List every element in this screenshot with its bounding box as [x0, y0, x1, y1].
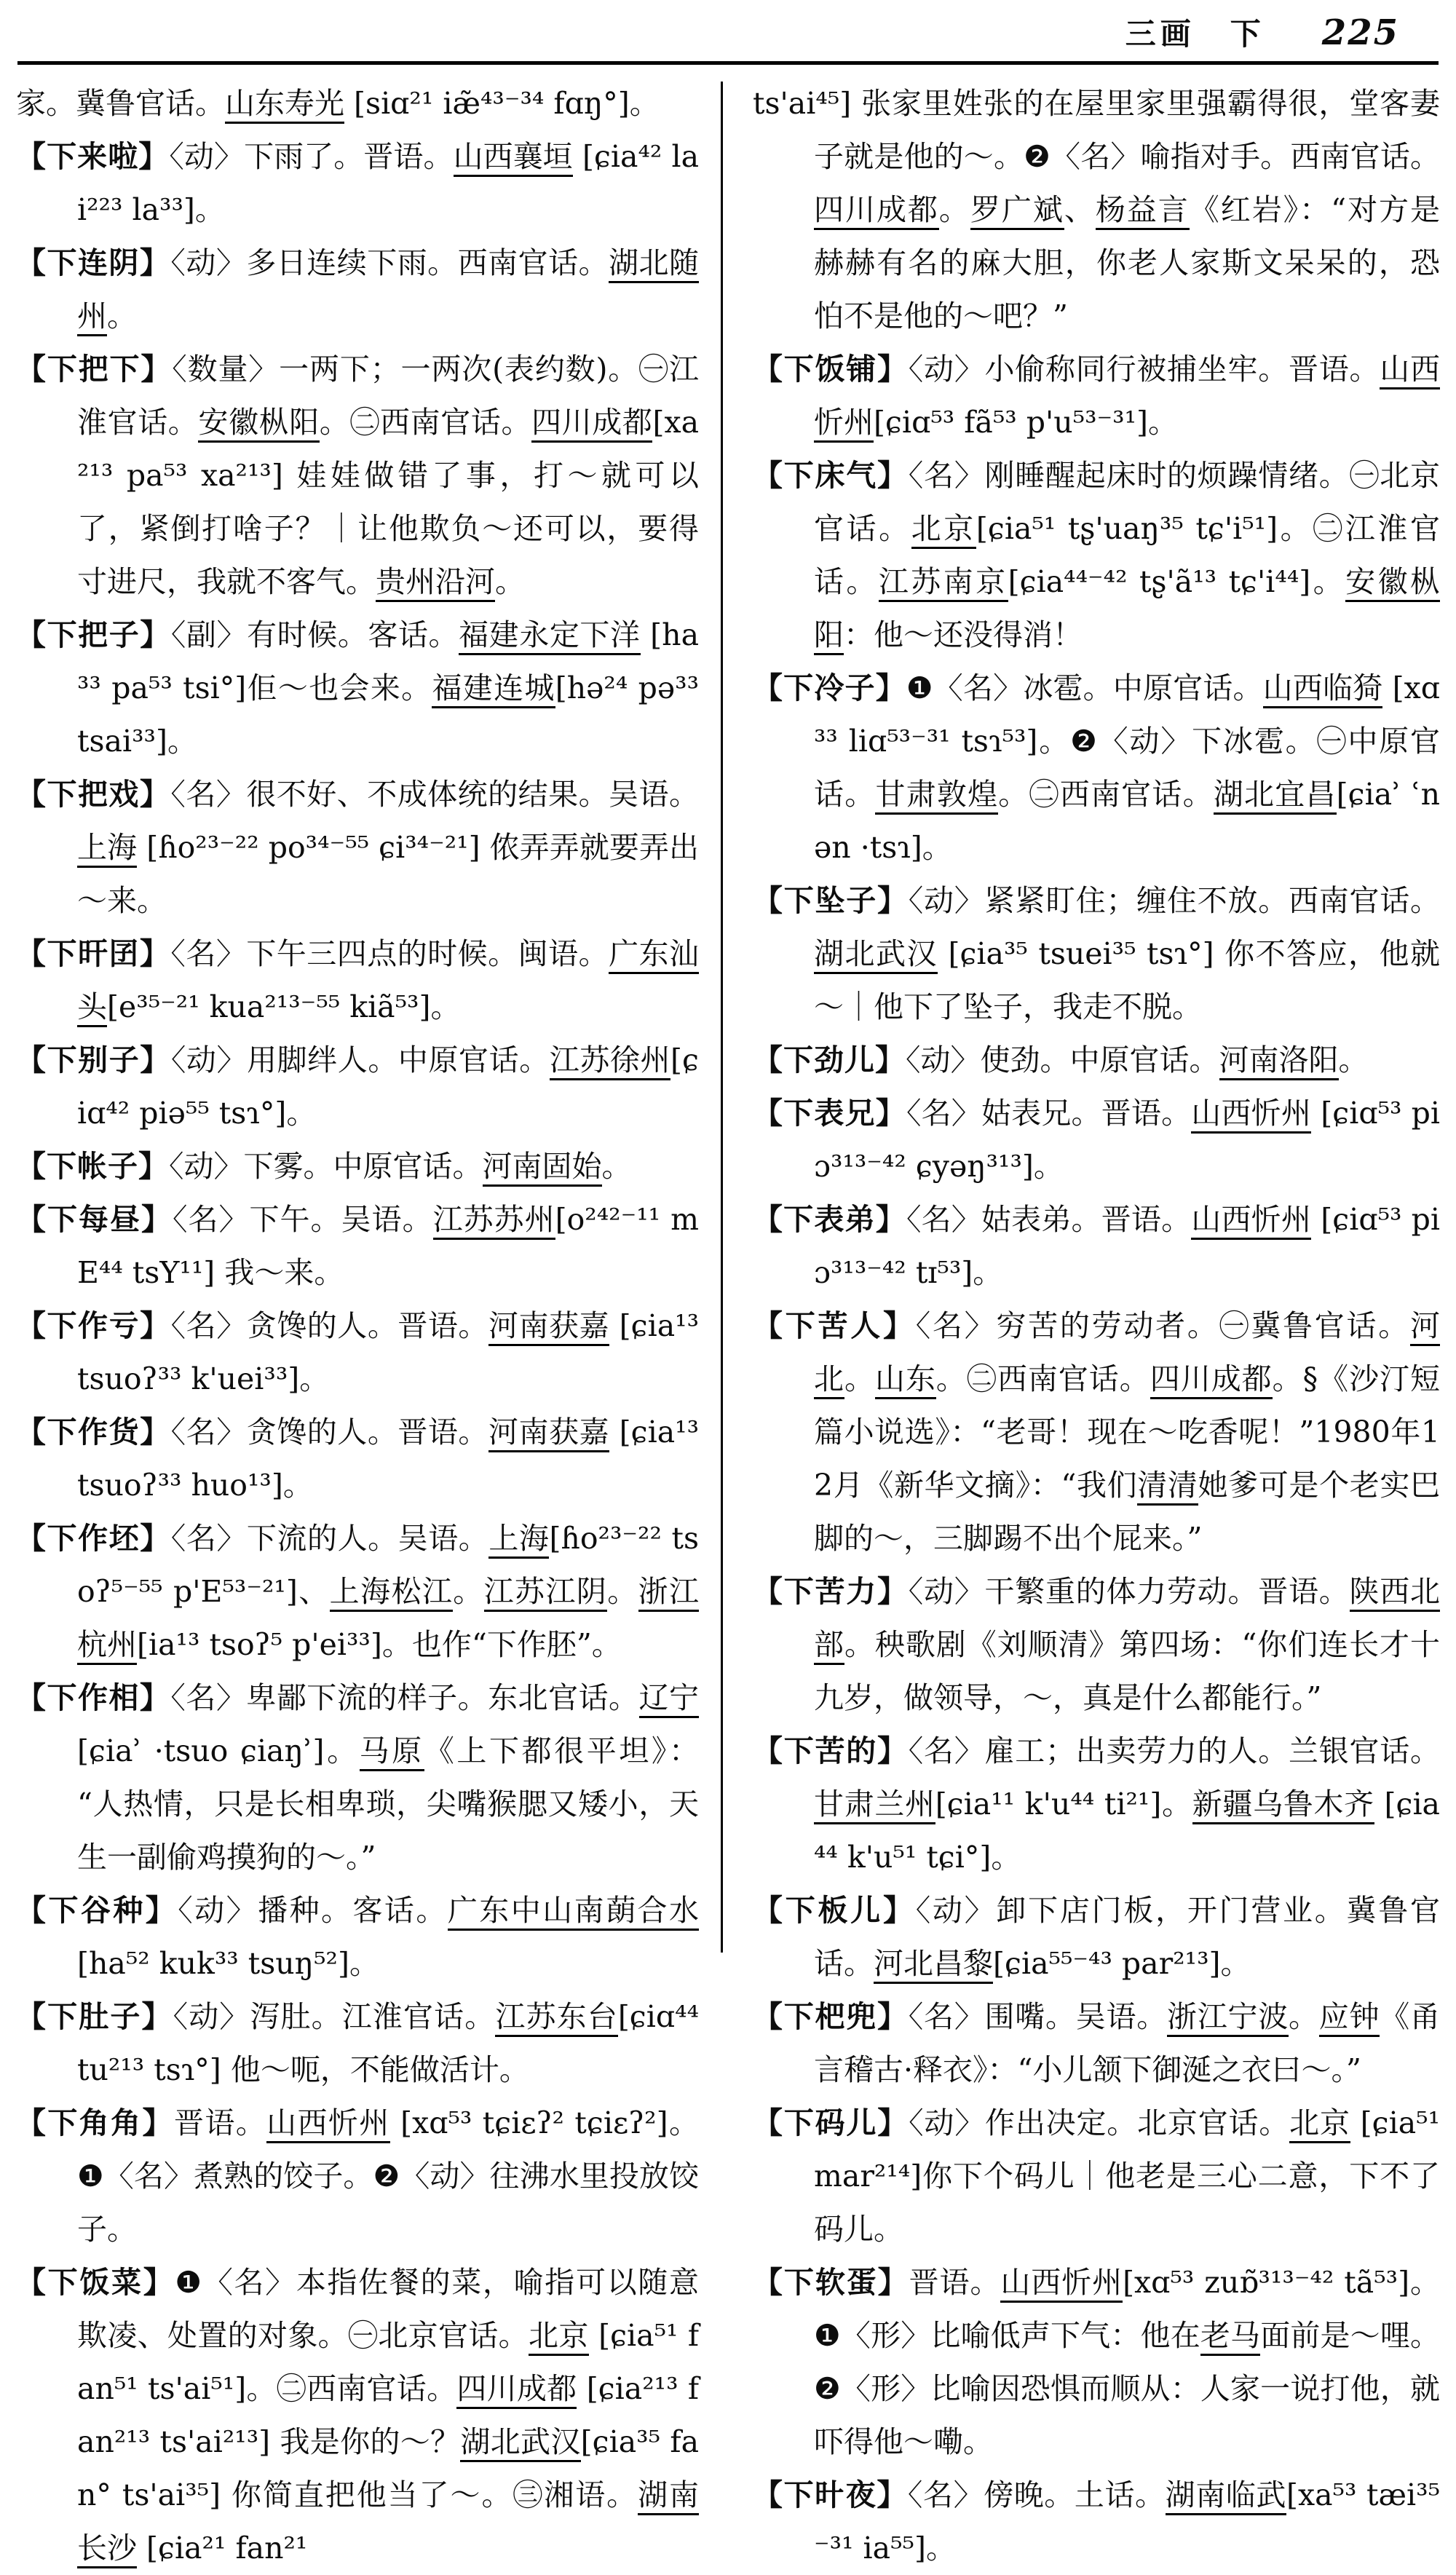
entry-body: 晋语。山西忻州 [xɑ⁵³ tɕiɛʔ² tɕiɛʔ²]。❶〈名〉煮熟的饺子。❷〈动〉往沸水里投放饺子。: [77, 2105, 699, 2247]
entry-body: 〈名〉贪馋的人。晋语。河南获嘉 [ɕia¹³ tsuoʔ³³ k'uei³³]。: [77, 1308, 700, 1396]
entry-headword: 【下饭铺】: [753, 352, 909, 387]
dictionary-entry: [753, 2097, 1440, 2256]
entry-body: 〈名〉卑鄙下流的样子。东北官话。辽宁 [ɕiaʾ ·tsuo ɕiaŋʾ]。马原《上下都很平坦》：“人热情，只是长相卑琐，尖嘴猴腮又矮小，天生一副偷鸡摸狗的～。”: [77, 1680, 700, 1875]
dictionary-entry: [753, 2469, 1440, 2575]
entry-body: 〈名〉姑表弟。晋语。山西忻州 [ɕiɑ⁵³ piɔ³¹³⁻⁴² tɪ⁵³]。: [814, 1202, 1441, 1290]
dictionary-entry: [16, 927, 699, 1034]
entry-body: ❶〈名〉本指佐餐的菜，喻指可以随意欺凌、处置的对象。㊀北京官话。北京 [ɕia⁵¹ fan⁵¹ ts'ai⁵¹]。㊁西南官话。四川成都 [ɕia²¹³ fan²¹³ ts'ai²¹³] 我是你的～？湖北武汉[ɕia³⁵ fan° ts'ai³⁵] 你简直把他当了～。㊂湘语。湖南长沙 [ɕia²¹ fan²¹: [77, 2265, 699, 2568]
entry-headword: 【下苦力】: [753, 1574, 909, 1609]
entry-body: 〈名〉很不好、不成体统的结果。吴语。上海 [ɦo²³⁻²² po³⁴⁻⁵⁵ ɕi³⁴⁻²¹] 侬弄弄就要弄出～来。: [77, 777, 700, 918]
dictionary-entry: [753, 1884, 1440, 1990]
dictionary-entry: [16, 1406, 699, 1512]
dictionary-entry: [16, 343, 699, 609]
dictionary-entry: [16, 1193, 699, 1300]
entry-headword: 【下苦的】: [753, 1733, 909, 1768]
entry-body: ts'ai⁴⁵] 张家里姓张的在屋里家里强霸得很，堂客妻子就是他的～。❷〈名〉喻指对手。西南官话。四川成都。罗广斌、杨益言《红岩》：“对方是赫赫有名的麻大胆，你老人家斯文呆呆的，恐怕不是他的～吧？”: [753, 86, 1441, 333]
entry-body: 〈名〉下午。吴语。江苏苏州[o²⁴²⁻¹¹ mE⁴⁴ tsY¹¹] 我～来。: [77, 1202, 700, 1290]
entry-headword: 【下把下】: [16, 352, 173, 387]
entry-body: 〈动〉下雾。中原官话。河南固始。: [169, 1149, 632, 1187]
entry-headword: 【下角角】: [16, 2105, 174, 2140]
continued-entry: [753, 77, 1440, 343]
header-rule: [17, 61, 1439, 65]
entry-headword: 【下苦人】: [753, 1308, 916, 1343]
left-column: [16, 77, 699, 2575]
entry-headword: 【下码儿】: [753, 2105, 909, 2140]
entry-headword: 【下劲儿】: [753, 1043, 906, 1077]
entry-headword: 【下别子】: [16, 1043, 171, 1077]
entry-headword: 【下作亏】: [16, 1308, 171, 1343]
dictionary-entry: [16, 1512, 699, 1672]
dictionary-entry: [753, 1087, 1440, 1193]
entry-headword: 【下作货】: [16, 1415, 171, 1449]
dictionary-entry: [16, 609, 699, 768]
dictionary-entry: [16, 1140, 699, 1193]
entry-headword: 【下冷子】: [753, 671, 906, 705]
entry-body: 〈名〉贪馋的人。晋语。河南获嘉 [ɕia¹³ tsuoʔ³³ huo¹³]。: [77, 1415, 700, 1503]
dictionary-entry: [753, 1990, 1440, 2097]
dictionary-entry: [16, 1672, 699, 1884]
dictionary-entry: [753, 2256, 1440, 2469]
entry-headword: 【下作相】: [16, 1680, 171, 1715]
entry-headword: 【下表兄】: [753, 1096, 906, 1131]
entry-headword: 【下饭菜】: [16, 2265, 175, 2300]
entry-headword: 【下旰囝】: [16, 936, 171, 971]
entry-body: 〈动〉作出决定。北京官话。北京 [ɕia⁵¹ mar²¹⁴]你下个码儿｜他老是三心二意，下不了码儿。: [814, 2105, 1441, 2247]
entry-headword: 【下软蛋】: [753, 2265, 909, 2300]
entry-headword: 【下把子】: [16, 617, 171, 652]
dictionary-entry: [753, 1565, 1440, 1725]
entry-body: 〈名〉姑表兄。晋语。山西忻州 [ɕiɑ⁵³ piɔ³¹³⁻⁴² ɕyəŋ³¹³]。: [814, 1096, 1441, 1184]
dictionary-entry: [753, 343, 1440, 449]
entry-body: 〈数量〉一两下；一两次(表约数)。㊀江淮官话。安徽枞阳。㊁西南官话。四川成都[xa²¹³ pa⁵³ xa²¹³] 娃娃做错了事，打～就可以了，紧倒打啥子？｜让他欺负～还可以，要得寸进尺，我就不客气。贵州沿河。: [77, 352, 699, 602]
dictionary-entry: [16, 1884, 699, 1990]
entry-body: 〈副〉有时候。客话。福建永定下洋 [ha³³ pa⁵³ tsi°]佢～也会来。福建连城[hə²⁴ pə³³ tsai³³]。: [77, 617, 700, 759]
entry-headword: 【下杷兜】: [753, 1999, 909, 2034]
dictionary-entry: [753, 1193, 1440, 1300]
entry-body: 〈动〉小偷称同行被捕坐牢。晋语。山西忻州[ɕiɑ⁵³ fã⁵³ p'u⁵³⁻³¹]。: [814, 352, 1440, 443]
entry-body: 〈名〉围嘴。吴语。浙江宁波。应钟《甬言稽古·释衣》：“小儿颔下御涎之衣曰～。”: [814, 1999, 1440, 2087]
dictionary-entry: [16, 1300, 699, 1406]
entry-body: 〈动〉泻肚。江淮官话。江苏东台[ɕiɑ⁴⁴ tu²¹³ tsɿ°] 他～呃，不能做活计。: [77, 1999, 700, 2087]
dictionary-entry: [16, 2097, 699, 2256]
page-number: 225: [1321, 12, 1399, 53]
entry-body: 〈动〉用脚绊人。中原官话。江苏徐州[ɕiɑ⁴² piə⁵⁵ tsɿ°]。: [77, 1043, 700, 1131]
entry-body: 〈动〉下雨了。晋语。山西襄垣 [ɕia⁴² lai²²³ la³³]。: [77, 139, 700, 227]
dictionary-entry: [753, 874, 1440, 1034]
dictionary-entry: [753, 662, 1440, 874]
entry-body: 〈名〉下午三四点的时候。闽语。广东汕头[e³⁵⁻²¹ kua²¹³⁻⁵⁵ kiã⁵³]。: [77, 936, 699, 1027]
entry-body: 〈名〉雇工；出卖劳力的人。兰银官话。甘肃兰州[ɕia¹¹ k'u⁴⁴ ti²¹]。新疆乌鲁木齐 [ɕia⁴⁴ k'u⁵¹ tɕi°]。: [814, 1733, 1441, 1875]
entry-headword: 【下来啦】: [16, 139, 170, 174]
column-divider-rule: [721, 82, 723, 1953]
entry-headword: 【下每昼】: [16, 1202, 173, 1237]
entry-headword: 【下坠子】: [753, 883, 909, 918]
entry-body: 〈动〉使劲。中原官话。河南洛阳。: [906, 1043, 1369, 1080]
entry-headword: 【下作坯】: [16, 1521, 171, 1556]
entry-body: 〈动〉播种。客话。广东中山南蓢合水 [ha⁵² kuk³³ tsuŋ⁵²]。: [77, 1893, 700, 1981]
page-header: [1125, 10, 1399, 54]
dictionary-entry: [16, 1034, 699, 1140]
dictionary-entry: [16, 2256, 699, 2575]
dictionary-entry: [753, 1725, 1440, 1884]
entry-headword: 【下表弟】: [753, 1202, 906, 1237]
right-column: [753, 77, 1440, 2575]
entry-headword: 【下旪夜】: [753, 2477, 908, 2512]
entry-body: 〈名〉下流的人。吴语。上海[ɦo²³⁻²² tsoʔ⁵⁻⁵⁵ p'E⁵³⁻²¹]、上海松江。江苏江阴。浙江杭州[ia¹³ tsoʔ⁵ p'ei³³]。也作“下作胚”。: [77, 1521, 699, 1665]
entry-body: 〈动〉紧紧盯住；缠住不放。西南官话。湖北武汉 [ɕia³⁵ tsuei³⁵ tsɿ°] 你不答应，他就～｜他下了坠子，我走不脱。: [814, 883, 1441, 1024]
dictionary-entry: [753, 449, 1440, 662]
entry-body: 〈动〉干繁重的体力劳动。晋语。陕西北部。秧歌剧《刘顺清》第四场：“你们连长才十九岁，做领导，～，真是什么都能行。”: [814, 1574, 1440, 1715]
section-label: 三画 下: [1125, 16, 1265, 52]
entry-body: 〈动〉多日连续下雨。西南官话。湖北随州。: [77, 245, 699, 336]
entry-body: 〈名〉穷苦的劳动者。㊀冀鲁官话。河北。山东。㊁西南官话。四川成都。§《沙汀短篇小说选》：“老哥！现在～吃香呢！”1980年12月《新华文摘》：“我们清清她爹可是个老实巴脚的～，三脚踢不出个屁来。”: [814, 1308, 1441, 1556]
dictionary-entry: [753, 1034, 1440, 1087]
entry-headword: 【下肚子】: [16, 1999, 173, 2034]
entry-body: 〈名〉傍晚。土话。湖南临武[xa⁵³ tæi³⁵⁻³¹ ia⁵⁵]。: [814, 2477, 1441, 2566]
entry-body: 〈动〉卸下店门板，开门营业。冀鲁官话。河北昌黎[ɕia⁵⁵⁻⁴³ par²¹³]。: [814, 1893, 1440, 1984]
dictionary-entry: [16, 130, 699, 237]
entry-body: ❶〈名〉冰雹。中原官话。山西临猗 [xɑ³³ liɑ⁵³⁻³¹ tsɿ⁵³]。❷〈动〉下冰雹。㊀中原官话。甘肃敦煌。㊁西南官话。湖北宜昌[ɕiaʾ ʿnən ·tsɿ]。: [814, 671, 1441, 865]
entry-headword: 【下帐子】: [16, 1149, 169, 1184]
entry-body: 家。冀鲁官话。山东寿光 [siɑ²¹ iæ̃⁴³⁻³⁴ fɑŋ°]。: [16, 86, 660, 124]
entry-headword: 【下把戏】: [16, 777, 171, 812]
dictionary-entry: [16, 1990, 699, 2097]
entry-headword: 【下板儿】: [753, 1893, 916, 1928]
entry-body: 〈名〉刚睡醒起床时的烦躁情绪。㊀北京官话。北京[ɕia⁵¹ tʂ'uaŋ³⁵ tɕ'i⁵¹]。㊁江淮官话。江苏南京[ɕia⁴⁴⁻⁴² tʂ'ã¹³ tɕ'i⁴⁴]。安徽枞阳：他～还没得消！: [814, 458, 1440, 655]
dictionary-entry: [753, 1300, 1440, 1565]
entry-body: 晋语。山西忻州[xɑ⁵³ zuɒ̃³¹³⁻⁴² tã⁵³]。❶〈形〉比喻低声下气：他在老马面前是～哩。❷〈形〉比喻因恐惧而顺从：人家一说打他，就吓得他～嘞。: [814, 2265, 1440, 2459]
entry-headword: 【下谷种】: [16, 1893, 178, 1928]
continued-entry: [16, 77, 699, 130]
entry-headword: 【下连阴】: [16, 245, 171, 280]
entry-headword: 【下床气】: [753, 458, 909, 493]
dictionary-entry: [16, 768, 699, 927]
dictionary-entry: [16, 237, 699, 343]
